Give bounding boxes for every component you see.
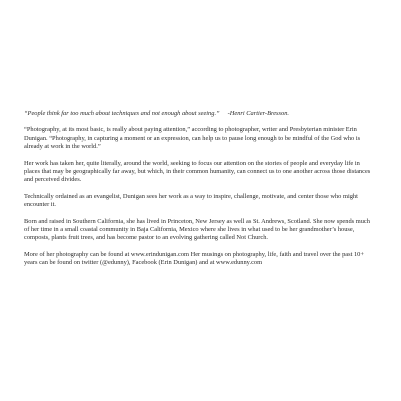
bio-paragraph-4: Born and raised in Southern California, she has lived in Princeton, New Jersey as well as St. Andrews, Scotland. She now spends much of her time in a small coastal community in Baja California, Mexico where she lives in what used to be her grandmother’s house, composts, plants fruit trees, and has become pastor to an evolving gathering called Not Church. [24,217,370,242]
epigraph-quote [24,110,376,118]
bio-paragraph-3: Technically ordained as an evangelist, Dunigan sees her work as a way to inspire, challenge, motivate, and center those who might encounter it. [24,192,358,209]
bio-paragraph-1: “Photography, at its most basic, is really about paying attention,” according to photographer, writer and Presbyterian minister Erin Dunigan. “Photography, in capturing a moment or an expression, can help us to pause long enough to be mindful of the God who is already at work in the world.” [24,126,361,151]
quote-attribution: -Henri Cartier-Bresson. [227,110,290,117]
bio-paragraph-2: Her work has taken her, quite literally, around the world, seeking to focus our attention on the stories of people and everyday life in places that may be geographically far away, but which, in their common humanity, can connect us to one another across those distances and perceived divides. [24,159,371,184]
bio-paragraph-5: More of her photography can be found at www.erindunigan.com Her musings on photography, life, faith and travel over the past 10+ years can be found on twitter (@edunny), Facebook (Erin Dunigan) and at www.edunny.com [24,250,364,267]
bio-document [24,110,376,276]
quote-text: “People think far too much about techniques and not enough about seeing.” [24,110,220,117]
